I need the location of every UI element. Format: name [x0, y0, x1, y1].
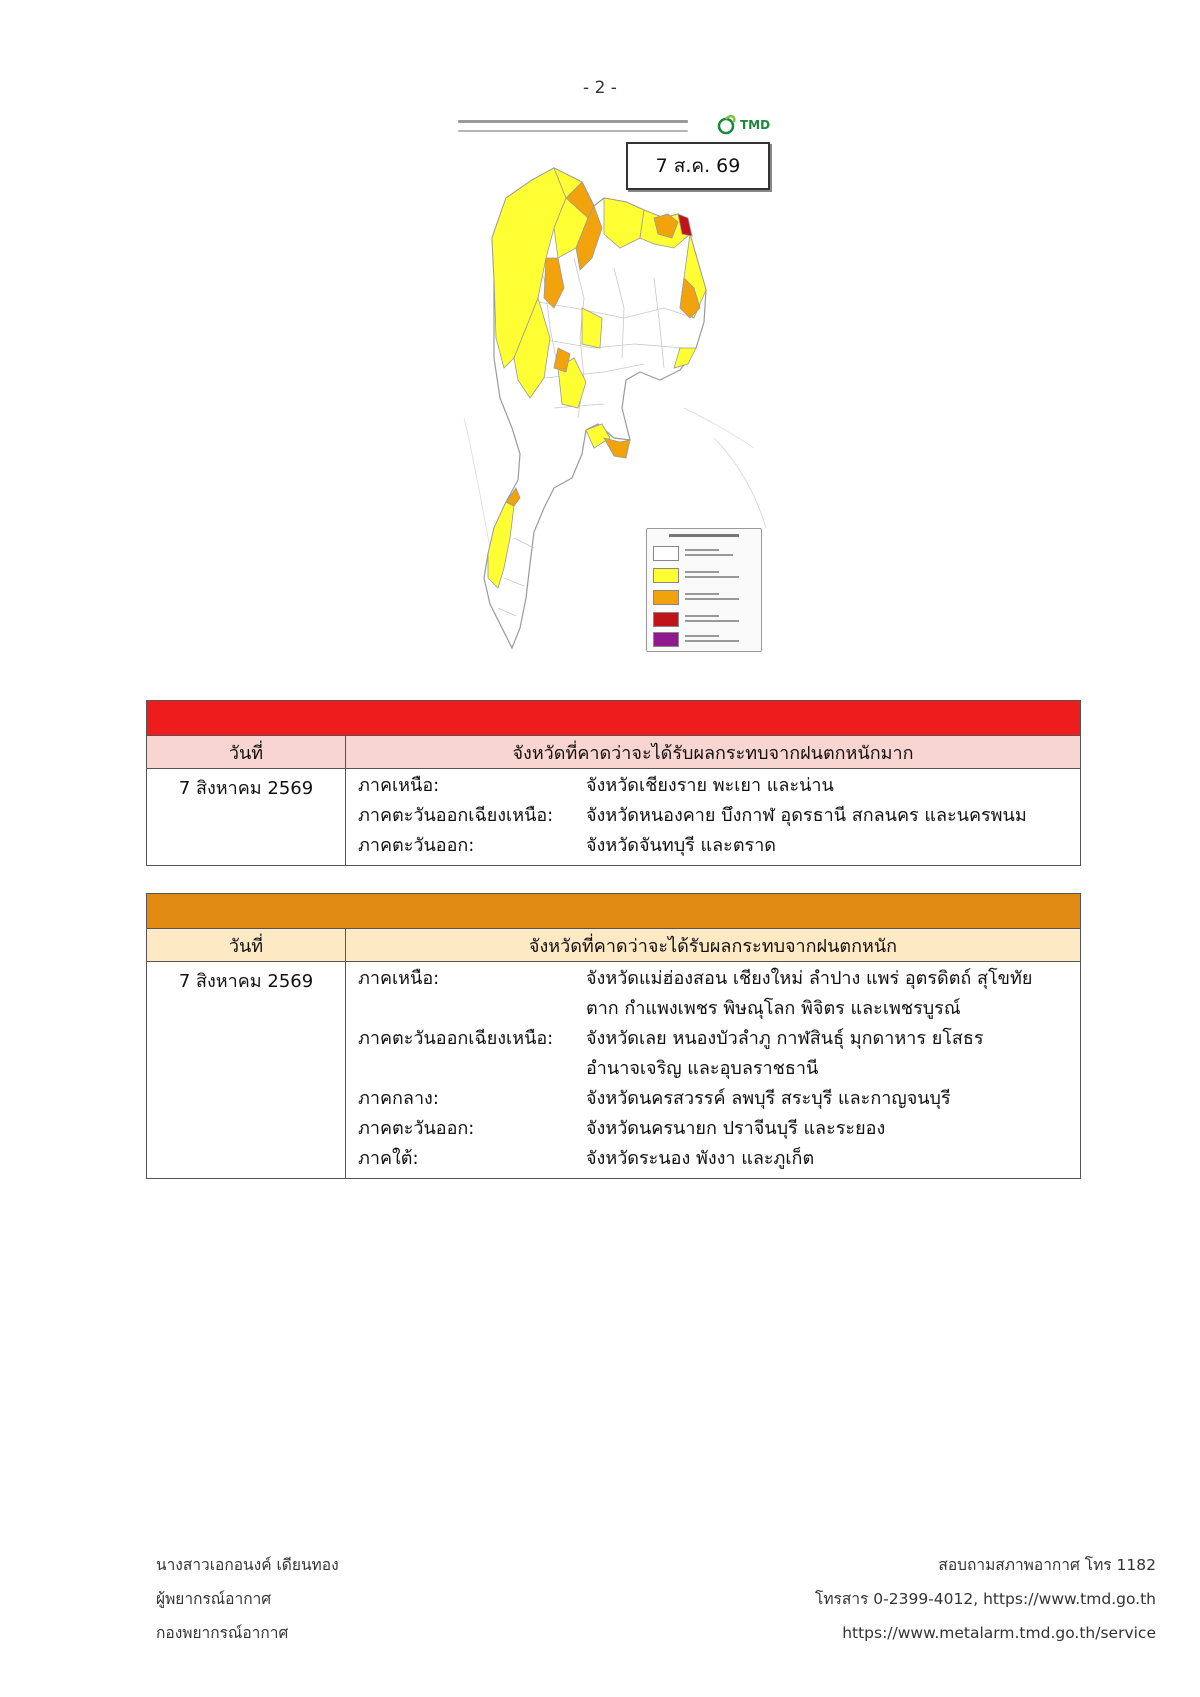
row-date: 7 สิงหาคม 2569: [147, 769, 346, 865]
region-row: [358, 1024, 1080, 1084]
header-provinces: จังหวัดที่คาดว่าจะได้รับผลกระทบจากฝนตกหนัก: [528, 935, 898, 957]
legend-swatch-red: [653, 612, 679, 627]
legend-row: [653, 543, 757, 563]
very-heavy-rain-table: [146, 700, 1081, 866]
tmd-logo-text: TMD: [740, 118, 771, 132]
region-row: [358, 1114, 1080, 1144]
region-row: [358, 1144, 1080, 1174]
region-name: ภาคเหนือ:: [358, 968, 440, 989]
region-provinces: จังหวัดหนองคาย บึงกาฬ อุดรธานี สกลนคร และนครพนม: [586, 805, 1027, 826]
footer-forecaster: [156, 1548, 339, 1650]
forecaster-title: ผู้พยากรณ์อากาศ: [156, 1590, 272, 1608]
table-row: [147, 769, 1080, 865]
region-name: ภาคตะวันออก:: [358, 835, 475, 856]
region-name: ภาคเหนือ:: [358, 775, 440, 796]
region-provinces: จังหวัดจันทบุรี และตราด: [586, 835, 776, 856]
legend-row: [653, 565, 757, 585]
region-row: [358, 964, 1080, 1024]
legend-title-line: [669, 534, 739, 537]
table-header-row: [147, 929, 1080, 962]
region-name: ภาคตะวันออกเฉียงเหนือ:: [358, 805, 554, 826]
forecaster-name: นางสาวเอกอนงค์ เดียนทอง: [156, 1556, 339, 1574]
contact-service-link[interactable]: https://www.metalarm.tmd.go.th/service: [842, 1624, 1156, 1642]
header-date: วันที่: [228, 935, 264, 957]
map-legend: [646, 528, 762, 652]
legend-swatch-yellow: [653, 568, 679, 583]
header-date: วันที่: [228, 742, 264, 764]
legend-row: [653, 587, 757, 607]
legend-swatch-white: [653, 546, 679, 561]
header-provinces: จังหวัดที่คาดว่าจะได้รับผลกระทบจากฝนตกหนักมาก: [512, 742, 914, 764]
region-row: [358, 771, 1080, 801]
region-name: ภาคตะวันออก:: [358, 1118, 475, 1139]
footer-contact: [815, 1548, 1156, 1650]
legend-swatch-purple: [653, 632, 679, 647]
forecaster-division: กองพยากรณ์อากาศ: [156, 1624, 289, 1642]
legend-row: [653, 629, 757, 649]
region-provinces: จังหวัดเชียงราย พะเยา และน่าน: [586, 775, 834, 796]
region-provinces: จังหวัดระนอง พังงา และภูเก็ต: [586, 1148, 815, 1169]
map-header-line: [458, 120, 688, 123]
region-row: [358, 801, 1080, 831]
legend-row: [653, 609, 757, 629]
contact-fax-website[interactable]: โทรสาร 0-2399-4012, https://www.tmd.go.th: [815, 1590, 1156, 1608]
row-date: 7 สิงหาคม 2569: [147, 962, 346, 1178]
region-row: [358, 1084, 1080, 1114]
region-name: ภาคตะวันออกเฉียงเหนือ:: [358, 1028, 554, 1049]
region-provinces: จังหวัดแม่ฮ่องสอน เชียงใหม่ ลำปาง แพร่ อุตรดิตถ์ สุโขทัย ตาก กำแพงเพชร พิษณุโลก พิจิตร และเพชรบูรณ์: [586, 968, 1033, 1019]
legend-swatch-orange: [653, 590, 679, 605]
contact-phone: สอบถามสภาพอากาศ โทร 1182: [938, 1556, 1156, 1574]
table-row: [147, 962, 1080, 1178]
region-row: [358, 831, 1080, 861]
region-provinces: จังหวัดนครสวรรค์ ลพบุรี สระบุรี และกาญจนบุรี: [586, 1088, 951, 1109]
rain-forecast-map: [454, 108, 772, 654]
region-provinces: จังหวัดเลย หนองบัวลำภู กาฬสินธุ์ มุกดาหาร ยโสธร อำนาจเจริญ และอุบลราชธานี: [586, 1028, 984, 1079]
map-date-label: 7 ส.ค. 69: [626, 142, 770, 190]
region-provinces: จังหวัดนครนายก ปราจีนบุรี และระยอง: [586, 1118, 886, 1139]
table-header-row: [147, 736, 1080, 769]
very-heavy-rain-band: [147, 701, 1080, 736]
map-header-line: [458, 130, 688, 132]
region-name: ภาคใต้:: [358, 1148, 419, 1169]
page-number: - 2 -: [583, 78, 617, 98]
heavy-rain-band: [147, 894, 1080, 929]
region-name: ภาคกลาง:: [358, 1088, 439, 1109]
heavy-rain-table: [146, 893, 1081, 1179]
